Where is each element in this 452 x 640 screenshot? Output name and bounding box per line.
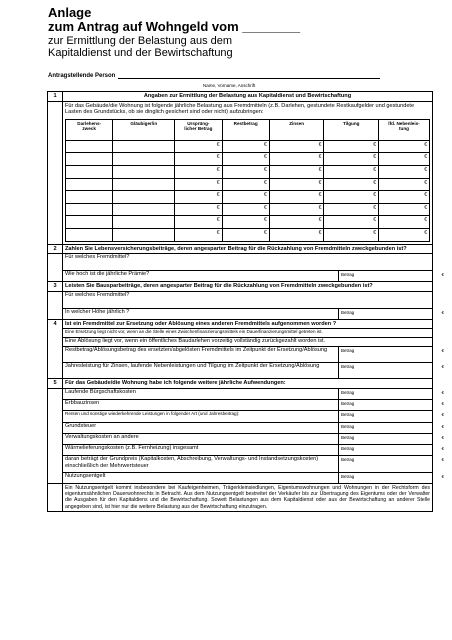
loan-cell[interactable]: € bbox=[175, 228, 222, 241]
field-label: Grundsteuer bbox=[65, 422, 97, 429]
loan-cell[interactable]: € bbox=[175, 178, 222, 191]
amount-cell[interactable] bbox=[338, 473, 446, 483]
loan-cell[interactable]: € bbox=[269, 178, 324, 191]
field-label: Restbetrag/Ablösungsbetrag des ersetzten/abgelösten Fremdmittels im Zeitpunkt der Ersetzung/Ablösung bbox=[65, 347, 328, 354]
amount-cell[interactable] bbox=[338, 309, 446, 319]
field-label: Renten und sonstige wiederkehrende Leistungen in folgender Art (und Jahresbeitrag): bbox=[65, 410, 240, 416]
euro-sign: € bbox=[441, 309, 444, 315]
field-label: daran beträgt der Grundpreis (Kapitalkosten, Abschreibung, Verwaltungs- und Instandsetzungskosten) einschließlich der Mehrwertsteuer bbox=[65, 455, 319, 469]
loan-cell[interactable]: € bbox=[324, 216, 379, 229]
loan-cell[interactable] bbox=[66, 191, 113, 204]
expense-item[interactable] bbox=[63, 444, 444, 455]
loan-column-header: Tilgung bbox=[324, 119, 379, 140]
loan-cell[interactable] bbox=[66, 165, 113, 178]
loan-cell[interactable] bbox=[113, 203, 175, 216]
loan-cell[interactable]: € bbox=[269, 203, 324, 216]
section-title: Zahlen Sie Lebensversicherungsbeiträge, deren angesparter Beitrag für die Rückzahlung von Fremdmitteln zweckgebunden ist? bbox=[63, 244, 433, 254]
field-label: In welcher Höhe jährlich ? bbox=[65, 308, 130, 315]
applicant-label: Antragstellende Person bbox=[48, 73, 116, 79]
loan-cell[interactable]: € bbox=[222, 203, 269, 216]
section-title: Ist ein Fremdmittel zur Ersetzung oder Ablösung eines anderen Fremdmittels aufgenommen worden ? bbox=[65, 320, 337, 327]
section-intro: Für das Gebäude/die Wohnung ist folgende jährliche Belastung aus Fremdmitteln (z.B. Darlehen, gestundete Restkaufgelder und gestundete Lasten des Grundstücks, ob sie dinglich gesichert sind oder nicht) aufzubringen: bbox=[65, 102, 415, 116]
expense-item[interactable] bbox=[63, 410, 444, 422]
loan-cell[interactable]: € bbox=[324, 203, 379, 216]
section-title: Leisten Sie Bausparbeiträge, deren angesparter Beitrag für die Rückzahlung von Fremdmitteln zweckgebunden ist? bbox=[63, 282, 433, 292]
amount-label: Betrag bbox=[341, 348, 355, 354]
expense-item[interactable] bbox=[63, 433, 444, 444]
loan-cell[interactable]: € bbox=[222, 228, 269, 241]
euro-sign: € bbox=[441, 411, 444, 417]
euro-sign: € bbox=[441, 434, 444, 440]
amount-label: Betrag bbox=[341, 389, 355, 395]
section-number: 3 bbox=[48, 282, 63, 292]
loan-cell[interactable]: € bbox=[222, 165, 269, 178]
loan-cell[interactable]: € bbox=[175, 191, 222, 204]
loan-cell[interactable]: € bbox=[222, 140, 269, 153]
field-label: Nutzungsentgelt bbox=[65, 472, 106, 479]
loan-cell[interactable] bbox=[66, 153, 113, 166]
field-label: Verwaltungskosten an andere bbox=[65, 433, 139, 440]
section-title: Für das Gebäude/die Wohnung habe ich folgende weitere jährliche Aufwendungen: bbox=[63, 379, 433, 389]
amount-label: Betrag bbox=[341, 423, 355, 429]
loan-column-header: lfd. Nebenleis- tung bbox=[379, 119, 430, 140]
amount-label: Betrag bbox=[341, 272, 355, 278]
bausparen-loan-field[interactable] bbox=[63, 292, 432, 308]
amount-label: Betrag bbox=[341, 309, 355, 315]
loan-cell[interactable]: € bbox=[324, 140, 379, 153]
loan-cell[interactable]: € bbox=[175, 216, 222, 229]
expense-item[interactable] bbox=[63, 455, 444, 472]
amount-cell[interactable] bbox=[338, 434, 446, 444]
loan-cell[interactable]: € bbox=[269, 216, 324, 229]
amount-label: Betrag bbox=[341, 400, 355, 406]
loan-cell[interactable] bbox=[113, 191, 175, 204]
loan-cell[interactable] bbox=[113, 178, 175, 191]
amount-label: Betrag bbox=[341, 456, 355, 462]
subtitle-line-2: Kapitaldienst und der Bewirtschaftung bbox=[48, 47, 233, 59]
applicant-sublabel: Name, Vorname, Anschrift bbox=[203, 83, 256, 88]
section-number: 2 bbox=[48, 244, 63, 254]
insurance-premium-field[interactable] bbox=[63, 270, 444, 281]
loan-cell[interactable] bbox=[113, 228, 175, 241]
loan-cell[interactable]: € bbox=[269, 228, 324, 241]
amount-label: Betrag bbox=[341, 364, 355, 370]
loan-cell[interactable]: € bbox=[379, 165, 430, 178]
loan-table bbox=[65, 119, 430, 242]
form-title-sub: zum Antrag auf Wohngeld vom ________ bbox=[48, 19, 301, 34]
amount-cell[interactable] bbox=[338, 389, 446, 399]
euro-sign: € bbox=[441, 445, 444, 451]
loan-cell[interactable]: € bbox=[175, 203, 222, 216]
amount-cell[interactable] bbox=[338, 400, 446, 410]
loan-row bbox=[66, 178, 430, 191]
loan-cell[interactable] bbox=[113, 216, 175, 229]
section-number: 4 bbox=[48, 319, 63, 379]
loan-cell[interactable]: € bbox=[269, 191, 324, 204]
form-table bbox=[47, 91, 444, 512]
loan-cell[interactable]: € bbox=[379, 228, 430, 241]
loan-cell[interactable] bbox=[66, 228, 113, 241]
amount-label: Betrag bbox=[341, 411, 355, 417]
form-subtitle bbox=[48, 35, 428, 59]
loan-cell[interactable] bbox=[66, 140, 113, 153]
expense-item[interactable] bbox=[63, 388, 444, 399]
euro-sign: € bbox=[441, 364, 444, 370]
loan-row bbox=[66, 228, 430, 241]
field-label: Wärmelieferungskosten (z.B. Fernheizung) insgesamt bbox=[65, 444, 199, 451]
section-footer-note: Ein Nutzungsentgelt kommt insbesondere bei Kaufeigenheimen, Trägerkleinsiedlungen, Eigentumswohnungen und Wohnungen in der Rechtsform des eigentumsähnlichen Dauerwohnrechts in Betracht. Aus dem Nutzungsentgelt bestreitet der Verkäufer bis zur Übertragung des Eigentums oder der Verwalter die Ausgaben für den Kapitaldiens und die Bewirtschaftung. Soweit Belastungen aus dem Kapitaldienst oder aus der Bewirtschaftung an anderer Stelle angegeben sind, ist hier nur die weitere Belastung aus der Bewirtschaftung einzutragen. bbox=[63, 483, 433, 511]
loan-cell[interactable]: € bbox=[379, 140, 430, 153]
section-number: 1 bbox=[48, 92, 63, 102]
loan-cell[interactable]: € bbox=[379, 153, 430, 166]
section-note: Eine Ersetzung liegt nicht vor, wenn an die Stelle eines Zwischenfinanzierungsmittels ein Dauerfinanzierungsmittel getreten ist. bbox=[63, 328, 432, 337]
euro-sign: € bbox=[441, 400, 444, 406]
loan-cell[interactable]: € bbox=[222, 216, 269, 229]
loan-cell[interactable]: € bbox=[269, 165, 324, 178]
expense-item[interactable] bbox=[63, 472, 444, 483]
loan-row bbox=[66, 153, 430, 166]
loan-column-header: Zinsen bbox=[269, 119, 324, 140]
euro-sign: € bbox=[441, 473, 444, 479]
bausparen-amount-field[interactable] bbox=[63, 308, 444, 319]
loan-cell[interactable]: € bbox=[324, 228, 379, 241]
replacement-balance-field[interactable] bbox=[63, 346, 444, 362]
loan-cell[interactable] bbox=[113, 165, 175, 178]
form-title: Anlage bbox=[48, 5, 92, 20]
amount-label: Betrag bbox=[341, 434, 355, 440]
loan-cell[interactable]: € bbox=[324, 191, 379, 204]
applicant-field[interactable] bbox=[48, 73, 380, 79]
loan-cell[interactable]: € bbox=[324, 178, 379, 191]
loan-column-header: Gläubiger/in bbox=[113, 119, 175, 140]
loan-cell[interactable]: € bbox=[269, 153, 324, 166]
insurance-loan-field[interactable] bbox=[63, 254, 432, 270]
field-label: Wie hoch ist die jährliche Prämie? bbox=[65, 271, 150, 278]
loan-cell[interactable]: € bbox=[379, 216, 430, 229]
loan-cell[interactable]: € bbox=[222, 178, 269, 191]
amount-cell[interactable] bbox=[338, 445, 446, 455]
field-label: Für welches Fremdmittel? bbox=[65, 254, 130, 261]
amount-cell[interactable] bbox=[338, 363, 446, 378]
euro-sign: € bbox=[441, 348, 444, 354]
loan-cell[interactable]: € bbox=[324, 165, 379, 178]
loan-cell[interactable]: € bbox=[222, 191, 269, 204]
amount-cell[interactable] bbox=[338, 271, 446, 281]
amount-cell[interactable] bbox=[338, 347, 446, 362]
loan-row bbox=[66, 191, 430, 204]
amount-cell[interactable] bbox=[338, 456, 446, 472]
loan-cell[interactable] bbox=[66, 178, 113, 191]
annual-payment-field[interactable] bbox=[63, 362, 444, 378]
euro-sign: € bbox=[441, 456, 444, 462]
loan-cell[interactable] bbox=[113, 153, 175, 166]
euro-sign: € bbox=[441, 423, 444, 429]
loan-cell[interactable]: € bbox=[379, 191, 430, 204]
loan-cell[interactable]: € bbox=[379, 203, 430, 216]
loan-cell[interactable]: € bbox=[175, 140, 222, 153]
loan-cell[interactable] bbox=[66, 203, 113, 216]
section-note-2: Eine Ablösung liegt vor, wenn ein öffentliches Baudarlehen vorzeitig vollständig zurückgezahlt worden ist. bbox=[63, 337, 432, 346]
loan-row bbox=[66, 165, 430, 178]
field-label: Für welches Fremdmittel? bbox=[65, 291, 130, 298]
section-number: 5 bbox=[48, 379, 63, 389]
loan-cell[interactable]: € bbox=[175, 153, 222, 166]
euro-sign: € bbox=[441, 389, 444, 395]
amount-label: Betrag bbox=[341, 473, 355, 479]
loan-cell[interactable]: € bbox=[324, 153, 379, 166]
loan-cell[interactable]: € bbox=[269, 140, 324, 153]
loan-column-header: Ursprüng- licher Betrag bbox=[175, 119, 222, 140]
loan-row bbox=[66, 203, 430, 216]
loan-cell[interactable]: € bbox=[222, 153, 269, 166]
amount-cell[interactable] bbox=[338, 423, 446, 433]
loan-row bbox=[66, 216, 430, 229]
amount-cell[interactable] bbox=[338, 411, 446, 422]
expense-item[interactable] bbox=[63, 422, 444, 433]
expense-item[interactable] bbox=[63, 399, 444, 410]
subtitle-line-1: zur Ermittlung der Belastung aus dem bbox=[48, 35, 233, 47]
section-title: Angaben zur Ermittlung der Belastung aus Kapitaldienst und Bewirtschaftung bbox=[63, 92, 433, 102]
field-label: Laufende Bürgschaftskosten bbox=[65, 388, 136, 395]
loan-row bbox=[66, 140, 430, 153]
applicant-input-line[interactable] bbox=[118, 73, 380, 79]
field-label: Erbbauzinsen bbox=[65, 399, 100, 406]
loan-cell[interactable]: € bbox=[175, 165, 222, 178]
euro-sign: € bbox=[441, 272, 444, 278]
field-label: Jahresleistung für Zinsen, laufende Nebenleistungen und Tilgung im Zeitpunkt der Ersetzung/Ablösung bbox=[65, 363, 320, 370]
loan-cell[interactable]: € bbox=[379, 178, 430, 191]
loan-cell[interactable] bbox=[66, 216, 113, 229]
loan-column-header: Darlehens- zweck bbox=[66, 119, 113, 140]
amount-label: Betrag bbox=[341, 445, 355, 451]
loan-cell[interactable] bbox=[113, 140, 175, 153]
loan-column-header: Restbetrag bbox=[222, 119, 269, 140]
